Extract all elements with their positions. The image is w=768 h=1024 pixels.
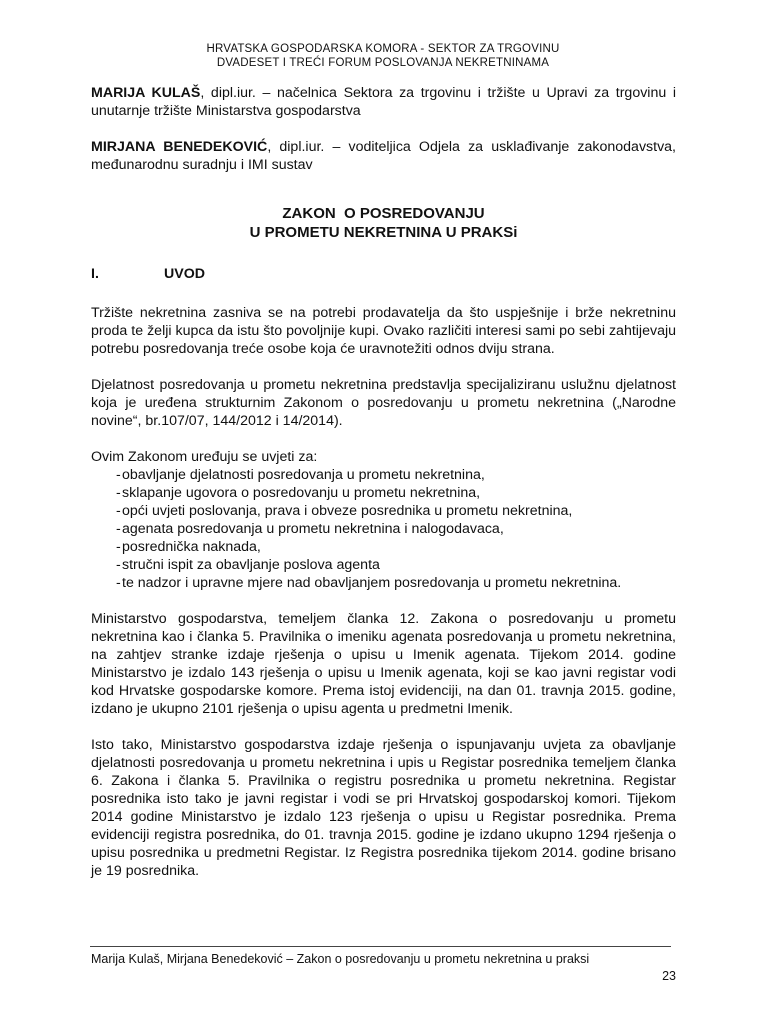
list-marker: - (116, 557, 121, 573)
list-item-text: agenata posredovanja u prometu nekretnina i nalogodavaca, (122, 521, 504, 537)
list-item-text: obavljanje djelatnosti posredovanja u prometu nekretnina, (122, 467, 485, 483)
paragraph: Ministarstvo gospodarstva, temeljem članka 12. Zakona o posredovanju u prometu nekretnina kao i članka 5. Pravilnika o imeniku agenata posredovanja u prometu nekretnina, na zahtjev stranke izdaje rješenja o upisu u Imenik agenata. Tijekom 2014. godine Ministarstvo je izdalo 143 rješenja o upisu u Imenik agenata, koji se kao javni registar vodi kod Hrvatske gospodarske komore. Prema istoj evidenciji, na dan 01. travnja 2015. godine, izdano je ukupno 2101 rješenja o upisu agenta u predmetni Imenik. (91, 611, 676, 717)
author-entry (91, 84, 676, 120)
section-title: UVOD (164, 266, 205, 282)
paragraph: Tržište nekretnina zasniva se na potrebi prodavatelja da što uspješnije i brže nekretninu proda te želji kupca da istu što povoljnije kupi. Ovako različiti interesi sami po sebi zahtijevaju potrebu posredovanja treće osobe koja će uravnotežiti odnos dviju strana. (91, 305, 676, 357)
author-name: MARIJA KULAŠ (91, 85, 201, 101)
list-item (91, 502, 676, 520)
page-header (90, 42, 676, 70)
list-item-text: stručni ispit za obavljanje poslova agenta (122, 557, 380, 573)
list-item (91, 484, 676, 502)
page-number: 23 (662, 969, 676, 983)
list-marker: - (116, 539, 121, 555)
author-description: , dipl.iur. – načelnica Sektora za trgovinu i tržište u Upravi za trgovinu i unutarnje tržište Ministarstva gospodarstva (91, 85, 677, 119)
header-line-2: DVADESET I TREĆI FORUM POSLOVANJA NEKRETNINAMA (216, 57, 550, 69)
list-item (91, 520, 676, 538)
section-number: I. (91, 266, 99, 282)
list-marker: - (116, 503, 121, 519)
list-marker: - (116, 485, 121, 501)
title-line-2: U PROMETU NEKRETNINA U PRAKSi (249, 224, 518, 241)
list-item-text: opći uvjeti poslovanja, prava i obveze posrednika u prometu nekretnina, (122, 503, 573, 519)
header-line-1: HRVATSKA GOSPODARSKA KOMORA - SEKTOR ZA TRGOVINU (206, 43, 560, 55)
title-line-1: ZAKON O POSREDOVANJU (282, 205, 485, 222)
list-item (91, 574, 676, 592)
author-entry (91, 138, 676, 174)
main-content (91, 84, 676, 880)
list-item-text: posrednička naknada, (122, 539, 261, 555)
paragraph: Isto tako, Ministarstvo gospodarstva izdaje rješenja o ispunjavanju uvjeta za obavljanje djelatnosti posredovanja u prometu nekretnina i upis u Registar posrednika temeljem članka 6. Zakona i članka 5. Pravilnika o registru posrednika u prometu nekretnina. Registar posrednika isto tako je javni registar i vodi se pri Hrvatskoj gospodarskoj komori. Tijekom 2014 godine Ministarstvo je izdalo 123 rješenja o upisu u Registar posrednika. Prema evidenciji registra posrednika, do 01. travnja 2015. godine je izdano ukupno 1294 rješenja o upisu posrednika u predmetni Registar. Iz Registra posrednika tijekom 2014. godine brisano je 19 posrednika. (91, 737, 676, 879)
footer-divider (90, 946, 671, 947)
list-item (91, 466, 676, 484)
conditions-list (91, 466, 676, 592)
author-name: MIRJANA BENEDEKOVIĆ (91, 139, 268, 155)
document-title (91, 204, 676, 242)
list-intro: Ovim Zakonom uređuju se uvjeti za: (91, 449, 318, 465)
list-item-text: te nadzor i upravne mjere nad obavljanjem posredovanja u prometu nekretnina. (122, 575, 622, 591)
section-heading (91, 265, 676, 283)
list-marker: - (116, 521, 121, 537)
list-item (91, 556, 676, 574)
footer-citation: Marija Kulaš, Mirjana Benedeković – Zakon o posredovanju u prometu nekretnina u praksi (91, 952, 590, 966)
paragraph: Djelatnost posredovanja u prometu nekretnina predstavlja specijaliziranu uslužnu djelatnost koja je uređena strukturnim Zakonom o posredovanju u prometu nekretnina („Narodne novine“, br.107/07, 144/2012 i 14/2014). (91, 377, 676, 429)
list-item-text: sklapanje ugovora o posredovanju u prometu nekretnina, (122, 485, 481, 501)
list-marker: - (116, 575, 121, 591)
author-description: , dipl.iur. – voditeljica Odjela za usklađivanje zakonodavstva, međunarodnu suradnju i IMI sustav (91, 139, 677, 173)
list-item (91, 538, 676, 556)
list-marker: - (116, 467, 121, 483)
